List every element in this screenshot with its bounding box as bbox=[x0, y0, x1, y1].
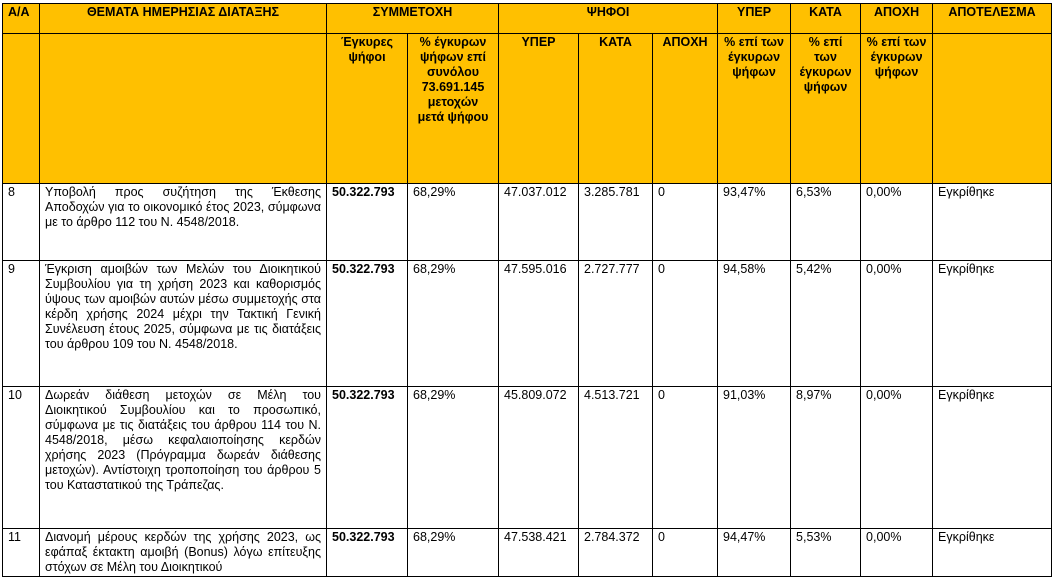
row-votes-abstain: 0 bbox=[653, 184, 718, 261]
row-topic: Υποβολή προς συζήτηση της Έκθεσης Αποδοχών για το οικονομικό έτος 2023, σύμφωνα με το άρθρο 112 του Ν. 4548/2018. bbox=[40, 184, 327, 261]
subheader-pct-against: % επί των έγκυρων ψήφων bbox=[791, 34, 861, 184]
row-pct-against-text: 5,53% bbox=[796, 530, 832, 544]
row-pct-for: 91,03% bbox=[718, 387, 791, 529]
agm-voting-results-table bbox=[2, 3, 1052, 577]
subheader-valid-votes: Έγκυρες ψήφοι bbox=[327, 34, 408, 184]
row-valid-pct: 68,29% bbox=[408, 387, 499, 529]
row-votes-for: 47.595.016 bbox=[499, 261, 579, 387]
row-votes-for: 47.037.012 bbox=[499, 184, 579, 261]
row-pct-for: 93,47% bbox=[718, 184, 791, 261]
row-pct-abstain: 0,00% bbox=[861, 184, 933, 261]
row-votes-against-text: 2.784.372 bbox=[584, 530, 640, 544]
row-votes-abstain-text: 0 bbox=[658, 530, 665, 544]
row-votes-abstain: 0 bbox=[653, 261, 718, 387]
row-valid-pct bbox=[408, 529, 499, 577]
row-pct-against: 8,97% bbox=[791, 387, 861, 529]
row-pct-against bbox=[791, 529, 861, 577]
subheader-votes-abstain: ΑΠΟΧΗ bbox=[653, 34, 718, 184]
row-votes-against: 2.727.777 bbox=[579, 261, 653, 387]
row-pct-for bbox=[718, 529, 791, 577]
table-row bbox=[3, 261, 1052, 387]
row-number-text: 11 bbox=[8, 530, 21, 544]
row-valid-votes bbox=[327, 529, 408, 577]
header-abstain: ΑΠΟΧΗ bbox=[861, 4, 933, 34]
row-pct-abstain: 0,00% bbox=[861, 387, 933, 529]
header-against: ΚΑΤΑ bbox=[791, 4, 861, 34]
row-number: 9 bbox=[3, 261, 40, 387]
row-number: 10 bbox=[3, 387, 40, 529]
table-row bbox=[3, 387, 1052, 529]
row-topic-text: Διανομή μέρους κερδών της χρήσης 2023, ως εφάπαξ έκτακτη αμοιβή (Bonus) λόγω επίτευξης στόχων σε Μέλη του Διοικητικού bbox=[45, 530, 321, 574]
row-valid-votes: 50.322.793 bbox=[327, 261, 408, 387]
subheader-votes-against: ΚΑΤΑ bbox=[579, 34, 653, 184]
header-participation: ΣΥΜΜΕΤΟΧΗ bbox=[327, 4, 499, 34]
row-number: 8 bbox=[3, 184, 40, 261]
row-votes-abstain: 0 bbox=[653, 387, 718, 529]
row-number bbox=[3, 529, 40, 577]
table-row bbox=[3, 529, 1052, 577]
header-row-sub bbox=[3, 34, 1052, 184]
row-valid-pct: 68,29% bbox=[408, 261, 499, 387]
header-topics: ΘΕΜΑΤΑ ΗΜΕΡΗΣΙΑΣ ΔΙΑΤΑΞΗΣ bbox=[40, 4, 327, 34]
row-result: Εγκρίθηκε bbox=[933, 387, 1052, 529]
row-votes-for bbox=[499, 529, 579, 577]
subheader-pct-abstain: % επί των έγκυρων ψήφων bbox=[861, 34, 933, 184]
row-pct-abstain-text: 0,00% bbox=[866, 530, 902, 544]
subheader-result-empty bbox=[933, 34, 1052, 184]
row-pct-abstain: 0,00% bbox=[861, 261, 933, 387]
row-votes-for-text: 47.538.421 bbox=[504, 530, 567, 544]
row-result: Εγκρίθηκε bbox=[933, 184, 1052, 261]
row-valid-votes: 50.322.793 bbox=[327, 184, 408, 261]
row-topic: Δωρεάν διάθεση μετοχών σε Μέλη του Διοικητικού Συμβουλίου και το προσωπικό, σύμφωνα με τις διατάξεις του άρθρου 114 του Ν. 4548/2018, μέσω κεφαλαιοποίησης κερδών χρήσης 2023 (Πρόγραμμα δωρεάν διάθεσης μετοχών). Αντίστοιχη τροποποίηση του άρθρου 5 του Καταστατικού της Τράπεζας. bbox=[40, 387, 327, 529]
subheader-pct-for: % επί των έγκυρων ψήφων bbox=[718, 34, 791, 184]
row-valid-votes: 50.322.793 bbox=[327, 387, 408, 529]
header-for: ΥΠΕΡ bbox=[718, 4, 791, 34]
row-result bbox=[933, 529, 1052, 577]
row-pct-against: 5,42% bbox=[791, 261, 861, 387]
header-result: ΑΠΟΤΕΛΕΣΜΑ bbox=[933, 4, 1052, 34]
row-result-text: Εγκρίθηκε bbox=[938, 530, 995, 544]
subheader-valid-pct: % έγκυρων ψήφων επί συνόλου 73.691.145 μετοχών μετά ψήφου bbox=[408, 34, 499, 184]
row-pct-for-text: 94,47% bbox=[723, 530, 766, 544]
row-valid-pct-text: 68,29% bbox=[413, 530, 456, 544]
row-votes-against bbox=[579, 529, 653, 577]
header-aa: Α/Α bbox=[3, 4, 40, 34]
row-pct-for: 94,58% bbox=[718, 261, 791, 387]
row-topic bbox=[40, 529, 327, 577]
row-topic: Έγκριση αμοιβών των Μελών του Διοικητικού Συμβουλίου για τη χρήση 2023 και καθορισμός ύψους των αμοιβών αυτών μέσω συμμετοχής στα κέρδη χρήσης 2024 μέχρι την Τακτική Γενική Συνέλευση έτους 2025, σύμφωνα με τις διατάξεις του άρθρου 109 του Ν. 4548/2018. bbox=[40, 261, 327, 387]
row-votes-for: 45.809.072 bbox=[499, 387, 579, 529]
header-votes: ΨΗΦΟΙ bbox=[499, 4, 718, 34]
row-votes-abstain bbox=[653, 529, 718, 577]
row-valid-pct: 68,29% bbox=[408, 184, 499, 261]
row-votes-against: 3.285.781 bbox=[579, 184, 653, 261]
row-result: Εγκρίθηκε bbox=[933, 261, 1052, 387]
subheader-topics-empty bbox=[40, 34, 327, 184]
table-row bbox=[3, 184, 1052, 261]
row-pct-against: 6,53% bbox=[791, 184, 861, 261]
row-valid-votes-text: 50.322.793 bbox=[332, 530, 395, 544]
header-row-top bbox=[3, 4, 1052, 34]
subheader-votes-for: ΥΠΕΡ bbox=[499, 34, 579, 184]
row-pct-abstain bbox=[861, 529, 933, 577]
subheader-aa-empty bbox=[3, 34, 40, 184]
row-votes-against: 4.513.721 bbox=[579, 387, 653, 529]
